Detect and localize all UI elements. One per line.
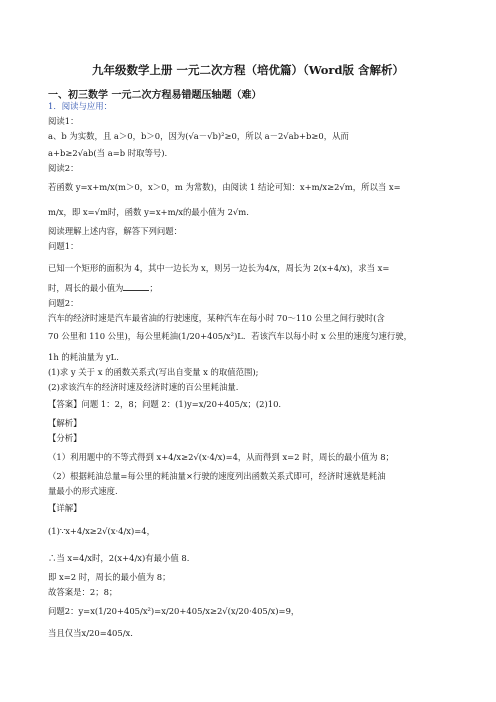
text-line: 问题2：y=x(1/20+405/x²)=x/20+405/x≥2√(x/20·405/x)=9， — [48, 606, 300, 616]
text-line: 故答案是：2；8； — [48, 587, 118, 597]
text-line: 已知一个矩形的面积为 4，其中一边长为 x，则另一边长为4/x，周长为 2(x+4/x)，求当 x= — [48, 263, 390, 273]
text-line: 1h 的耗油量为 yL. — [48, 352, 119, 362]
text-line: 时，周长的最小值为 ； — [48, 283, 158, 293]
text-line: （2）根据耗油总量=每公里的耗油量×行驶的速度列出函数关系式即可，经济时速就是耗油 — [48, 471, 386, 481]
text-line: 阅读理解上述内容，解答下列问题： — [48, 226, 182, 236]
text-line: (1)求 y 关于 x 的函数关系式(写出自变量 x 的取值范围); — [48, 367, 259, 377]
text-line: 汽车的经济时速是汽车最省油的行驶速度，某种汽车在每小时 70～110 公里之间行驶时(含 — [48, 313, 385, 323]
text-fragment: 时，周长的最小值为 — [48, 283, 124, 293]
text-line: 问题2： — [48, 298, 79, 308]
text-line: 70 公里和 110 公里)，每公里耗油(1/20+405/x²)L．若该汽车以每小时 x 公里的速度匀速行驶， — [48, 331, 412, 341]
answer-line: 【答案】问题 1：2，8；问题 2：(1)y=x/20+405/x；(2)10. — [48, 399, 282, 409]
text-line: 当且仅当x/20=405/x. — [48, 628, 133, 638]
text-line: 量最小的形式速度. — [48, 486, 118, 496]
text-line: 阅读1： — [48, 116, 79, 126]
text-line: 【解析】 — [48, 418, 82, 428]
text-line: m/x，即 x=√m时，函数 y=x+m/x的最小值为 2√m. — [48, 207, 249, 217]
text-line: (1)∵x+4/x≥2√(x·4/x)=4， — [48, 526, 156, 536]
text-line: a、b 为实数，且 a＞0，b＞0，因为(√a－√b)²≥0，所以 a－2√ab+b≥0，从而 — [48, 131, 349, 141]
text-line: 问题1： — [48, 241, 79, 251]
text-line: 即 x=2 时，周长的最小值为 8； — [48, 572, 171, 582]
text-line: （1）利用题中的不等式得到 x+4/x≥2√(x·4/x)=4，从而得到 x=2 时，周长的最小值为 8； — [48, 452, 394, 462]
section-heading: 一、初三数学 一元二次方程易错题压轴题（难） — [48, 90, 262, 101]
text-line: 【分析】 — [48, 433, 82, 443]
text-line: a+b≥2√ab(当 a=b 时取等号). — [48, 148, 168, 158]
text-line: 阅读2： — [48, 163, 79, 173]
answer-blank — [123, 283, 149, 291]
question-number: 1．阅读与应用： — [48, 101, 112, 111]
text-line: ∴当 x=4/x时，2(x+4/x)有最小值 8. — [48, 553, 190, 563]
text-line: (2)求该汽车的经济时速及经济时速的百公里耗油量. — [48, 382, 239, 392]
text-line: 若函数 y=x+m/x(m＞0，x＞0，m 为常数)，由阅读 1 结论可知：x+m/x≥2√m，所以当 x= — [48, 182, 401, 192]
text-line: 【详解】 — [48, 503, 82, 513]
doc-title: 九年级数学上册 一元二次方程（培优篇）（Word版 含解析） — [91, 63, 404, 77]
